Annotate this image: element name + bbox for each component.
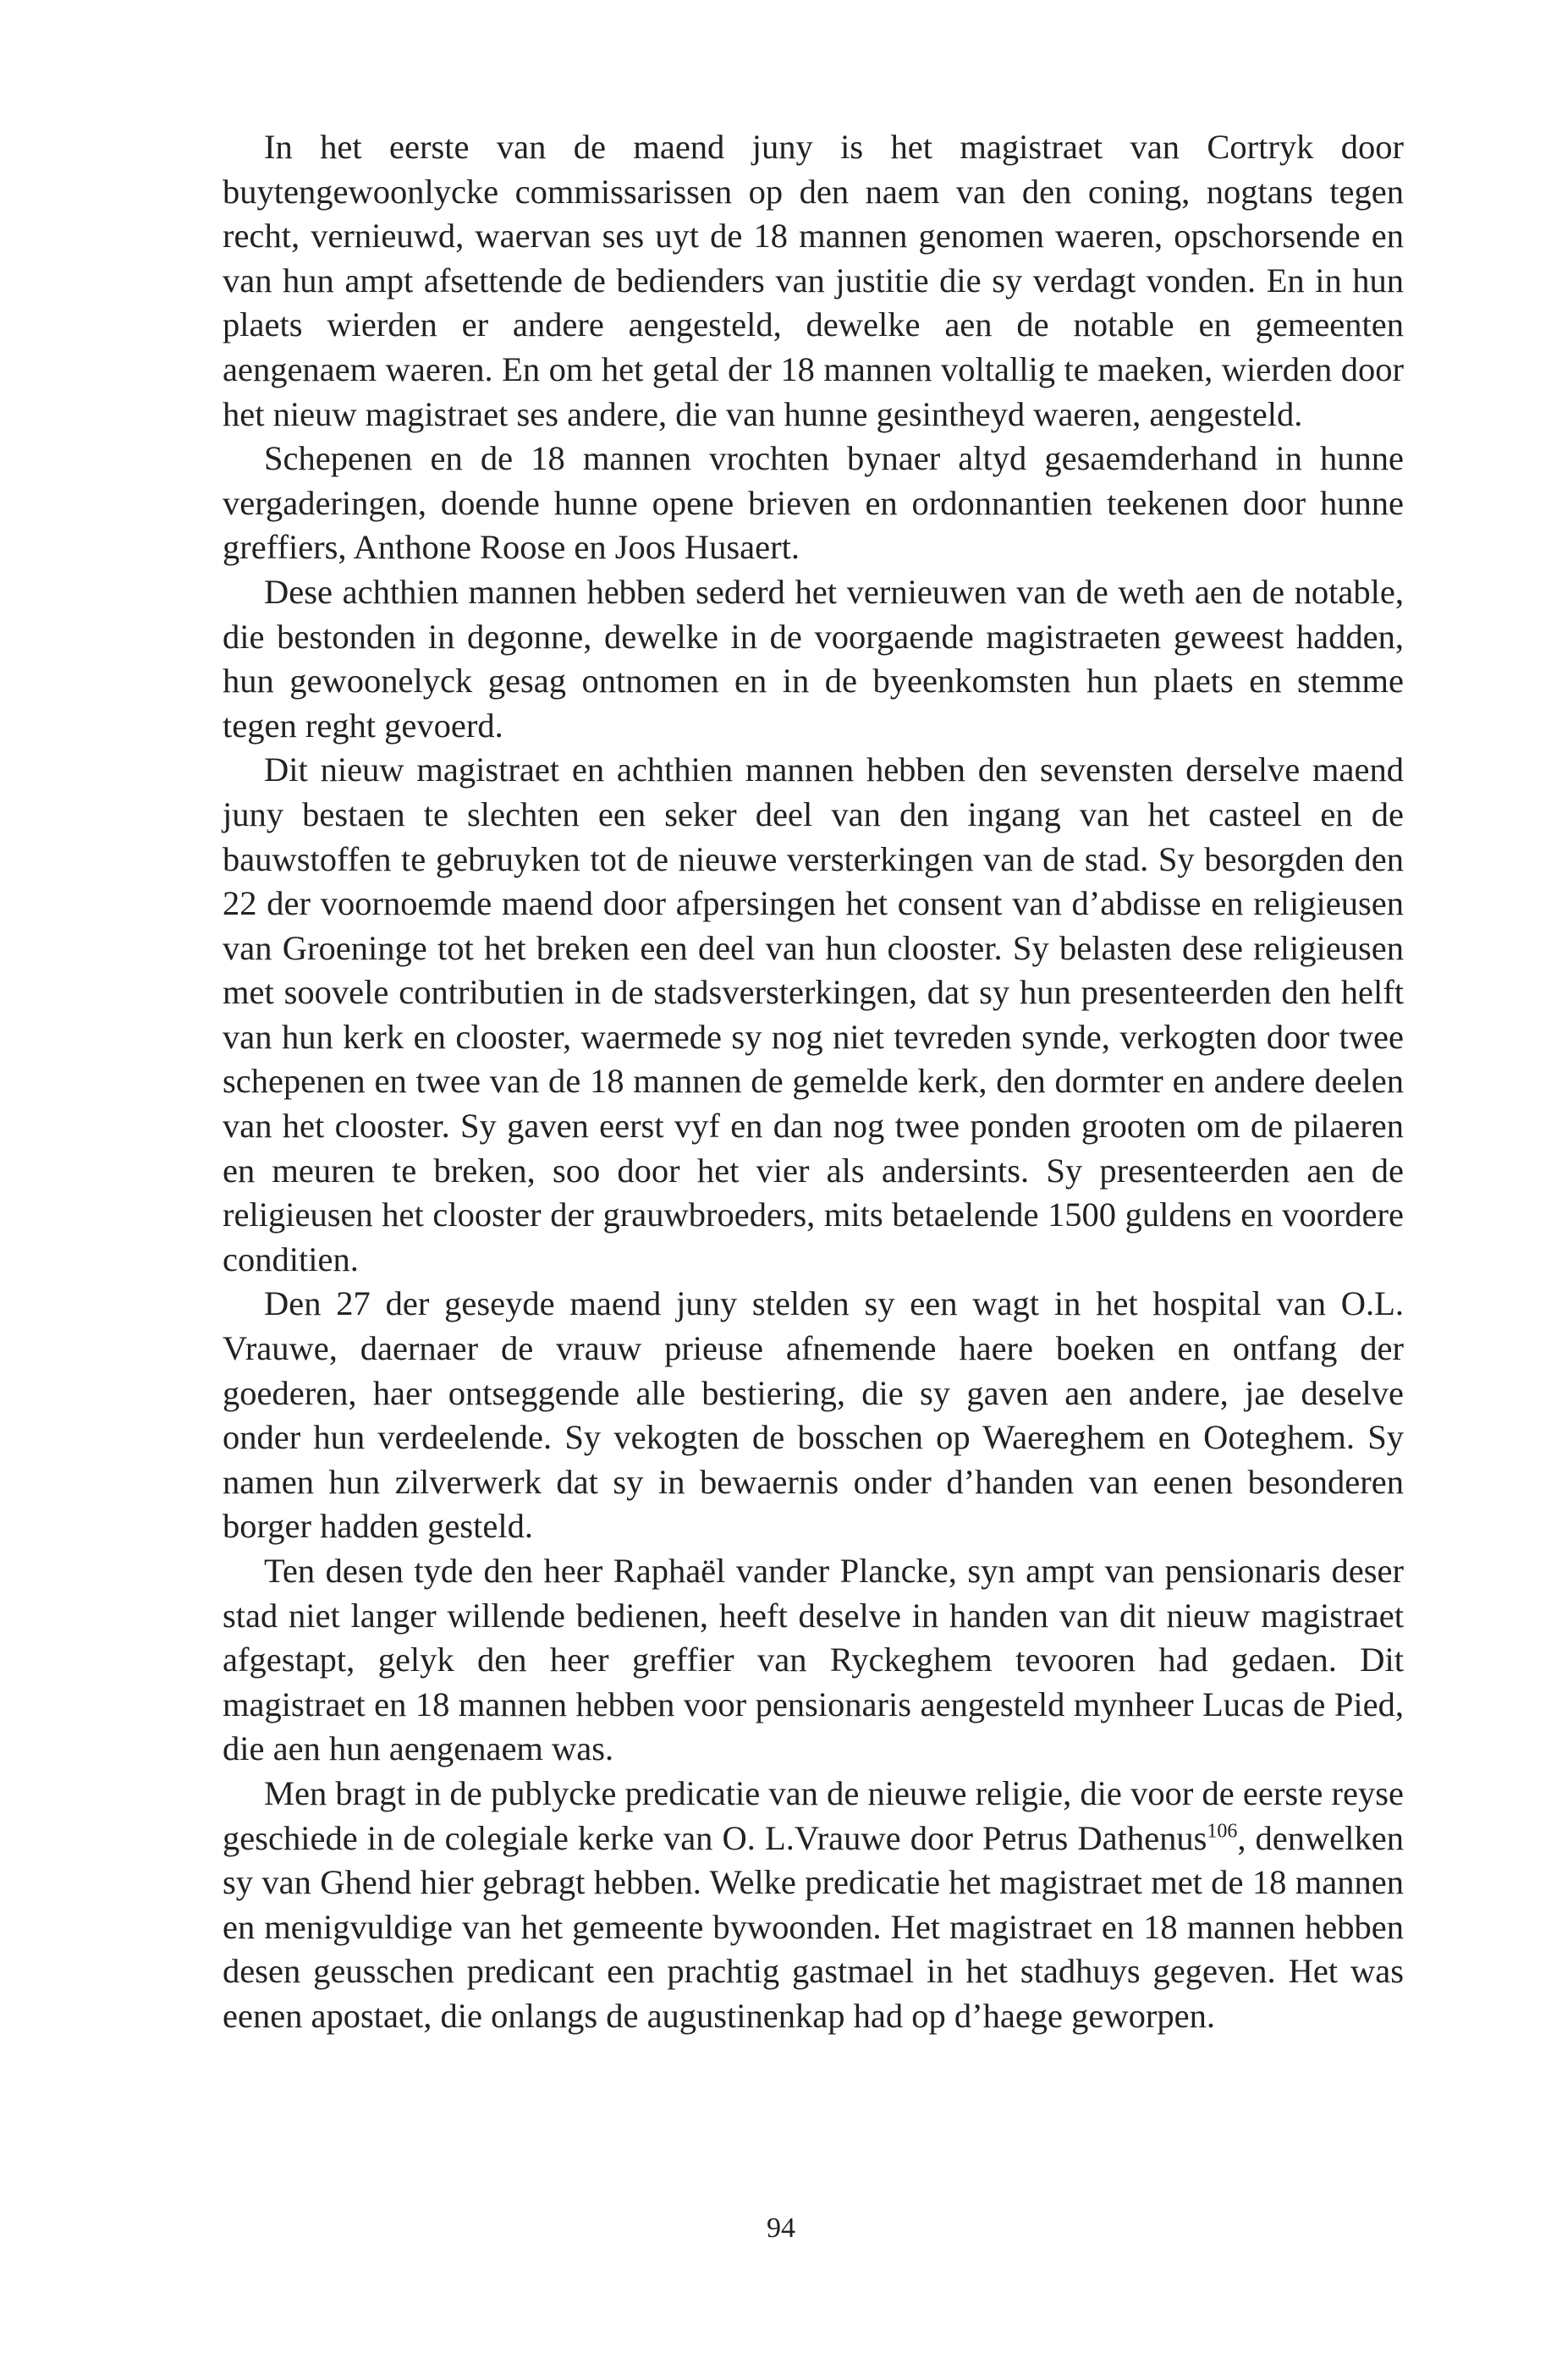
paragraph-6: Ten desen tyde den heer Raphaël vander Plancke, syn ampt van pensionaris deser stad niet langer willende bedienen, heeft deselve in handen van dit nieuw magistraet afgestapt, gelyk den heer greffier van Ryckeghem tevooren had gedaen. Dit magistraet en 18 mannen hebben voor pensionaris aengesteld mynheer Lucas de Pied, die aen hun aengenaem was.	[223, 1552, 1404, 1768]
paragraph-1: In het eerste van de maend juny is het magistraet van Cortryk door buytengewoonlycke commissarissen op den naem van den coning, nogtans tegen recht, vernieuwd, waervan ses uyt de 18 mannen genomen waeren, opschorsende en van hun ampt afsettende de bedienders van justitie die sy verdagt vonden. En in hun plaets wierden er andere aengesteld, dewelke aen de notable en gemeenten aengenaem waeren. En om het getal der 18 mannen voltallig te maeken, wierden door het nieuw magistraet ses andere, die van hunne gesintheyd waeren, aengesteld.	[223, 128, 1404, 433]
paragraph-7-text-after-note: , denwelken sy van Ghend hier gebragt hebben. Welke predicatie het magistraet met de 18 mannen en menigvuldige van het gemeente bywoonden. Het magistraet en 18 mannen hebben desen geusschen predicant een prachtig gastmael in het stadhuys gegeven. Het was eenen apostaet, die onlangs de augustinenkap had op d’haege geworpen.	[223, 1818, 1404, 2035]
paragraph-2: Schepenen en de 18 mannen vrochten bynaer altyd gesaemderhand in hunne vergaderingen, doende hunne opene brieven en ordonnantien teekenen door hunne greffiers, Anthone Roose en Joos Husaert.	[223, 439, 1404, 567]
page-number: 94	[767, 2212, 795, 2244]
paragraph-3: Dese achthien mannen hebben sederd het vernieuwen van de weth aen de notable, die bestonden in degonne, dewelke in de voorgaende magistraeten geweest hadden, hun gewoonelyck gesag ontnomen en in de byeenkomsten hun plaets en stemme tegen reght gevoerd.	[223, 572, 1404, 745]
page-body	[223, 125, 1404, 2039]
paragraph-7	[223, 1772, 1404, 2039]
footnote-reference[interactable]: 106	[1207, 1820, 1238, 1843]
paragraph-4: Dit nieuw magistraet en achthien mannen hebben den sevensten derselve maend juny bestaen te slechten een seker deel van den ingang van het casteel en de bauwstoffen te gebruyken tot de nieuwe versterkingen van de stad. Sy besorgden den 22 der voornoemde maend door afpersingen het consent van d’abdisse en religieusen van Groeninge tot het breken een deel van hun clooster. Sy belasten dese religieusen met soovele contributien in de stadsversterkingen, dat sy hun presenteerden den helft van hun kerk en clooster, waermede sy nog niet tevreden synde, verkogten door twee schepenen en twee van de 18 mannen de gemelde kerk, den dormter en andere deelen van het clooster. Sy gaven eerst vyf en dan nog twee ponden grooten om de pilaeren en meuren te breken, soo door het vier als andersints. Sy presenteerden aen de religieusen het clooster der grauwbroeders, mits betaelende 1500 guldens en voordere conditien.	[223, 750, 1404, 1278]
paragraph-5: Den 27 der geseyde maend juny stelden sy een wagt in het hospital van O.L. Vrauwe, daernaer de vrauw prieuse afnemende haere boeken en ontfang der goederen, haer ontseggende alle bestiering, die sy gaven aen andere, jae deselve onder hun verdeelende. Sy vekogten de bosschen op Waereghem en Ooteghem. Sy namen hun zilverwerk dat sy in bewaernis onder d’handen van eenen besonderen borger hadden gesteld.	[223, 1284, 1404, 1546]
paragraph-7-text-before-note: Men bragt in de publycke predicatie van de nieuwe religie, die voor de eerste reyse geschiede in de colegiale kerke van O. L.Vrauwe door Petrus Dathenus	[223, 1773, 1404, 1857]
